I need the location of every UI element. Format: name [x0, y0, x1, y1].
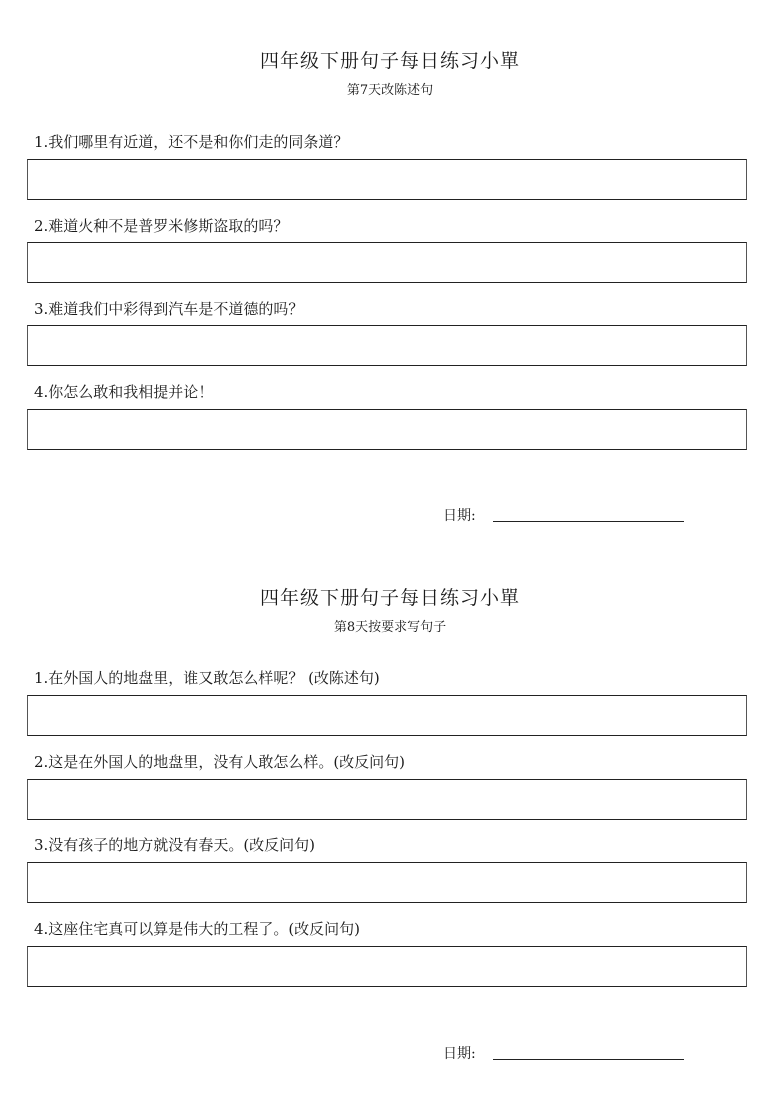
date-field [443, 1043, 476, 1063]
question-4: 4.你怎么敢和我相提并论！ [34, 383, 214, 401]
date-field [443, 505, 476, 525]
date-blank-line[interactable] [493, 1059, 684, 1060]
worksheet-subtitle: 第8天按要求写句子 [333, 620, 447, 635]
answer-box-3[interactable] [27, 862, 747, 903]
question-3: 3.没有孩子的地方就没有春天。(改反问句) [34, 836, 316, 854]
answer-box-2[interactable] [27, 779, 747, 820]
date-blank-line[interactable] [493, 521, 684, 522]
worksheet-title: 四年级下册句子每日练习小單 [259, 587, 520, 609]
answer-box-4[interactable] [27, 946, 747, 987]
worksheet-subtitle: 第7天改陈述句 [346, 83, 434, 98]
date-label: 日期: [443, 1046, 476, 1062]
question-2: 2.难道火种不是普罗米修斯盗取的吗？ [34, 217, 289, 235]
answer-box-1[interactable] [27, 159, 747, 200]
question-1: 1.在外国人的地盘里，谁又敢怎么样呢？ (改陈述句) [34, 669, 380, 687]
question-4: 4.这座住宅真可以算是伟大的工程了。(改反问句) [34, 920, 361, 938]
answer-box-3[interactable] [27, 325, 747, 366]
answer-box-1[interactable] [27, 695, 747, 736]
answer-box-4[interactable] [27, 409, 747, 450]
question-1: 1.我们哪里有近道，还不是和你们走的同条道？ [34, 133, 349, 151]
question-2: 2.这是在外国人的地盘里，没有人敢怎么样。(改反问句) [34, 753, 406, 771]
answer-box-2[interactable] [27, 242, 747, 283]
worksheet-title: 四年级下册句子每日练习小單 [259, 50, 520, 72]
date-label: 日期: [443, 508, 476, 524]
question-3: 3.难道我们中彩得到汽车是不道德的吗？ [34, 300, 304, 318]
